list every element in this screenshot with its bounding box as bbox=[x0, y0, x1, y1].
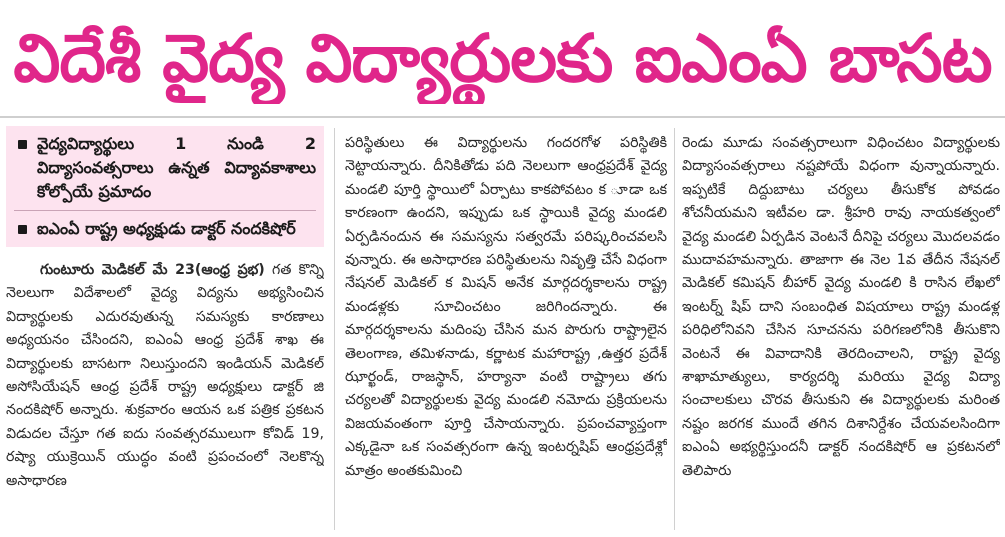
highlight-text: వైద్యవిద్యార్థులు 1 నుండి 2 విద్యాసంవత్సరాలు ఉన్నత విద్యావకాశాలు కోల్పోయే ప్రమాదం bbox=[37, 134, 316, 201]
dateline: గుంటూరు మెడికల్ మే 23(ఆంధ్ర ప్రభ) bbox=[40, 262, 265, 278]
article-column-1 bbox=[6, 126, 324, 531]
article-body-start bbox=[6, 259, 324, 493]
column-divider bbox=[334, 128, 335, 530]
highlight-text: ఐఎంఏ రాష్ట్ర అధ్యక్షుడు డాక్టర్ నందకిషోర్ bbox=[37, 219, 296, 238]
article-column-3 bbox=[682, 132, 1000, 537]
article-text: పరిస్థితులు ఈ విద్యార్థులను గందరగోళ పరిస్థితికి నెట్టాయన్నారు. దీనికితోడు పది నెలలుగా ఆంధ్రప్రదేశ్ వైద్య మండలి పూర్తి స్థాయిలో ఏర్పాటు కాకపోవటం క ూడా ఒక కారణంగా ఉందని, ఇప్పుడు ఒక స్థాయికి వైద్య మండలి ఏర్పడినందున ఈ సమస్యను సత్వరమే పరిష్కరించవలసి వున్నారు. ఈ అసాధారణ పరిస్థితులను నివృత్తి చేసే విధంగా నేషనల్ మెడికల్ క మిషన్ అనేక మార్గదర్శకాలను రాష్ట్ర మండళ్లకు సూచించటం జరిగిందన్నారు. ఈ మార్గదర్శకాలను మదింపు చేసిన మన పొరుగు రాష్ట్రాలైన తెలంగాణ, తమిళనాడు, కర్ణాటక మహారాష్ట్ర ,ఉత్తర ప్రదేశ్ ఝార్ఖండ్, రాజస్థాన్, హర్యానా వంటి రాష్ట్రాలు తగు చర్యలతో విద్యార్థులకు వైద్య మండలి నమోదు ప్రక్రియలను విజయవంతంగా పూర్తి చేసాయన్నారు. ప్రపంచవ్యాప్తంగా ఎక్కడైనా ఒక సంవత్సరంగా ఉన్న ఇంటర్నషిప్ ఆంధ్రప్రదేశ్లో మాత్రం అంతకుమించి bbox=[345, 135, 667, 479]
bullet-square-icon bbox=[18, 140, 27, 149]
article-text: రెండు మూడు సంవత్సరాలుగా విధించటం విద్యార్థులకు విద్యాసంవత్సరాలు నష్టపోయే విధంగా వున్నాయన్నారు. ఇప్పటికే దిద్దుబాటు చర్యలు తీసుకోక పోవడం శోచనీయమని ఇటీవల డా. శ్రీహరి రావు నాయకత్వంలో వైద్య మండలి ఏర్పడిన వెంటనే దీనిపై చర్యలు మొదలవడం ముదావహమన్నారు. తాజాగా ఈ నెల 1వ తేదీన నేషనల్ మెడికల్ కమిషన్ బీహార్ వైద్య మండలి కి రాసిన లేఖలో ఇంటర్న్ షిప్ దాని సంబంధిత విషయాలు రాష్ట్ర మండళ్ల పరిధిలోనివని చేసిన సూచనను పరిగణలోనికి తీసుకొని వెంటనే ఈ వివాదానికి తెరదించాలని, రాష్ట్ర వైద్య శాఖామాత్యులు, కార్యదర్శి మరియు వైద్య విద్యా సంచాలకులు చొరవ తీసుకుని ఈ విద్యార్థులకు మరింత నష్టం జరగక ముందే తగిన దిశానిర్దేశం చేయవలసిందిగా ఐఎంఏ అభ్యర్థిస్తుందనీ డాక్టర్ నందకిషోర్ ఆ ప్రకటనలో తెలిపారు bbox=[682, 135, 1000, 479]
headline-bar bbox=[0, 0, 1005, 118]
article-column-2 bbox=[345, 132, 667, 537]
article-text: గత కొన్ని నెలలుగా విదేశాలలో వైద్య విద్యను అభ్యసించిన విద్యార్థులకు ఎదురవుతున్న సమస్యకు కారణాలు అధ్యయనం చేసిందని, ఐఎంఏ ఆంధ్ర ప్రదేశ్ శాఖ ఈ విద్యార్థులకు బాసటగా నిలుస్తుందని ఇండియన్ మెడికల్ అసోసియేషన్ ఆంధ్ర ప్రదేశ్ రాష్ట్ర అధ్యక్షులు డాక్టర్ జి నందకిషోర్ అన్నారు. శుక్రవారం ఆయన ఒక పత్రిక ప్రకటన విడుదల చేస్తూ గత ఐదు సంవత్సరములుగా కోవిడ్ 19, రష్యా యుక్రెయిన్ యుద్ధం వంటి ప్రపంచంలో నెలకొన్న అసాధారణ bbox=[6, 262, 324, 489]
highlights-box bbox=[6, 126, 324, 247]
column-divider bbox=[674, 128, 675, 530]
highlight-divider bbox=[14, 210, 316, 211]
bullet-square-icon bbox=[18, 225, 27, 234]
highlight-item bbox=[14, 217, 316, 241]
highlight-item bbox=[14, 132, 316, 204]
article-headline: విదేశీ వైద్య విద్యార్థులకు ఐఎంఏ బాసట bbox=[13, 20, 992, 97]
